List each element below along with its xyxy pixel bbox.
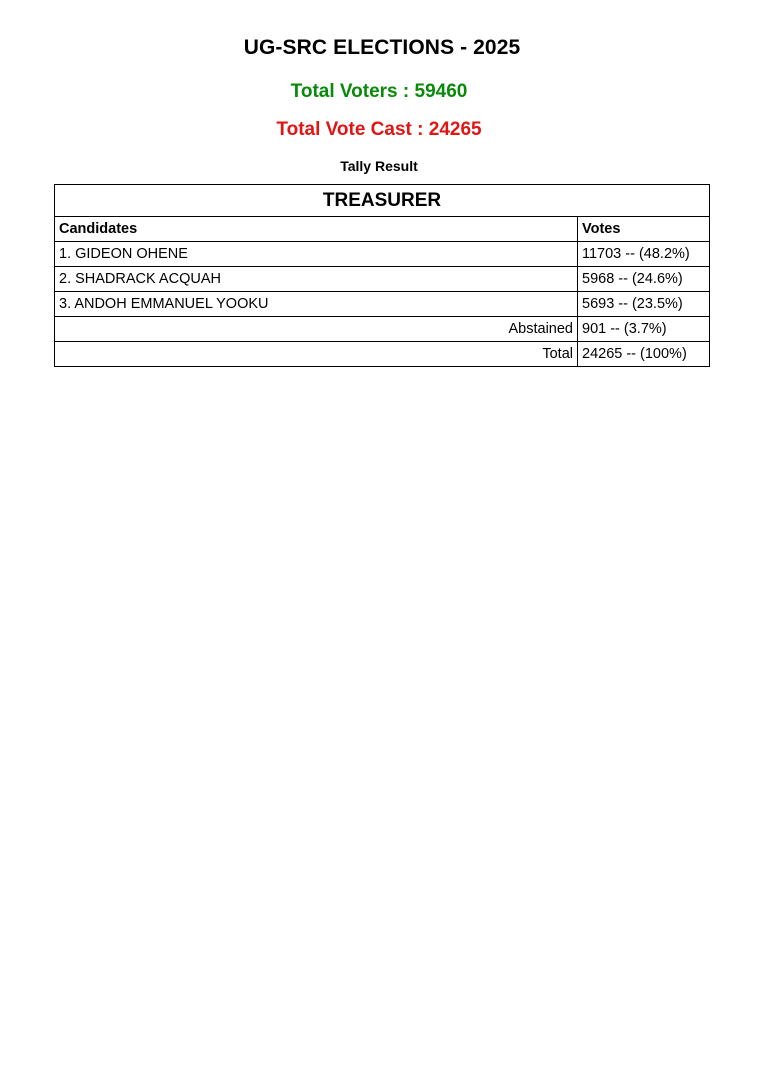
total-vote-cast: Total Vote Cast : 24265 [276, 119, 482, 140]
office-title: TREASURER [55, 185, 710, 217]
candidates-column-header: Candidates [55, 217, 578, 242]
candidate-votes: 5693 -- (23.5%) [578, 292, 710, 317]
results-table [54, 184, 710, 367]
total-votes: 24265 -- (100%) [578, 342, 710, 367]
table-row [55, 242, 710, 267]
tally-result-label: Tally Result [340, 158, 418, 174]
abstained-votes: 901 -- (3.7%) [578, 317, 710, 342]
page-title: UG-SRC ELECTIONS - 2025 [243, 36, 521, 59]
candidate-name: 3. ANDOH EMMANUEL YOOKU [55, 292, 578, 317]
candidate-name: 2. SHADRACK ACQUAH [55, 267, 578, 292]
total-row [55, 342, 710, 367]
abstained-label: Abstained [55, 317, 578, 342]
total-voters: Total Voters : 59460 [290, 81, 468, 102]
total-label: Total [55, 342, 578, 367]
abstained-row [55, 317, 710, 342]
office-row [55, 185, 710, 217]
column-header-row [55, 217, 710, 242]
votes-column-header: Votes [578, 217, 710, 242]
table-row [55, 292, 710, 317]
candidate-votes: 5968 -- (24.6%) [578, 267, 710, 292]
candidate-name: 1. GIDEON OHENE [55, 242, 578, 267]
table-row [55, 267, 710, 292]
candidate-votes: 11703 -- (48.2%) [578, 242, 710, 267]
